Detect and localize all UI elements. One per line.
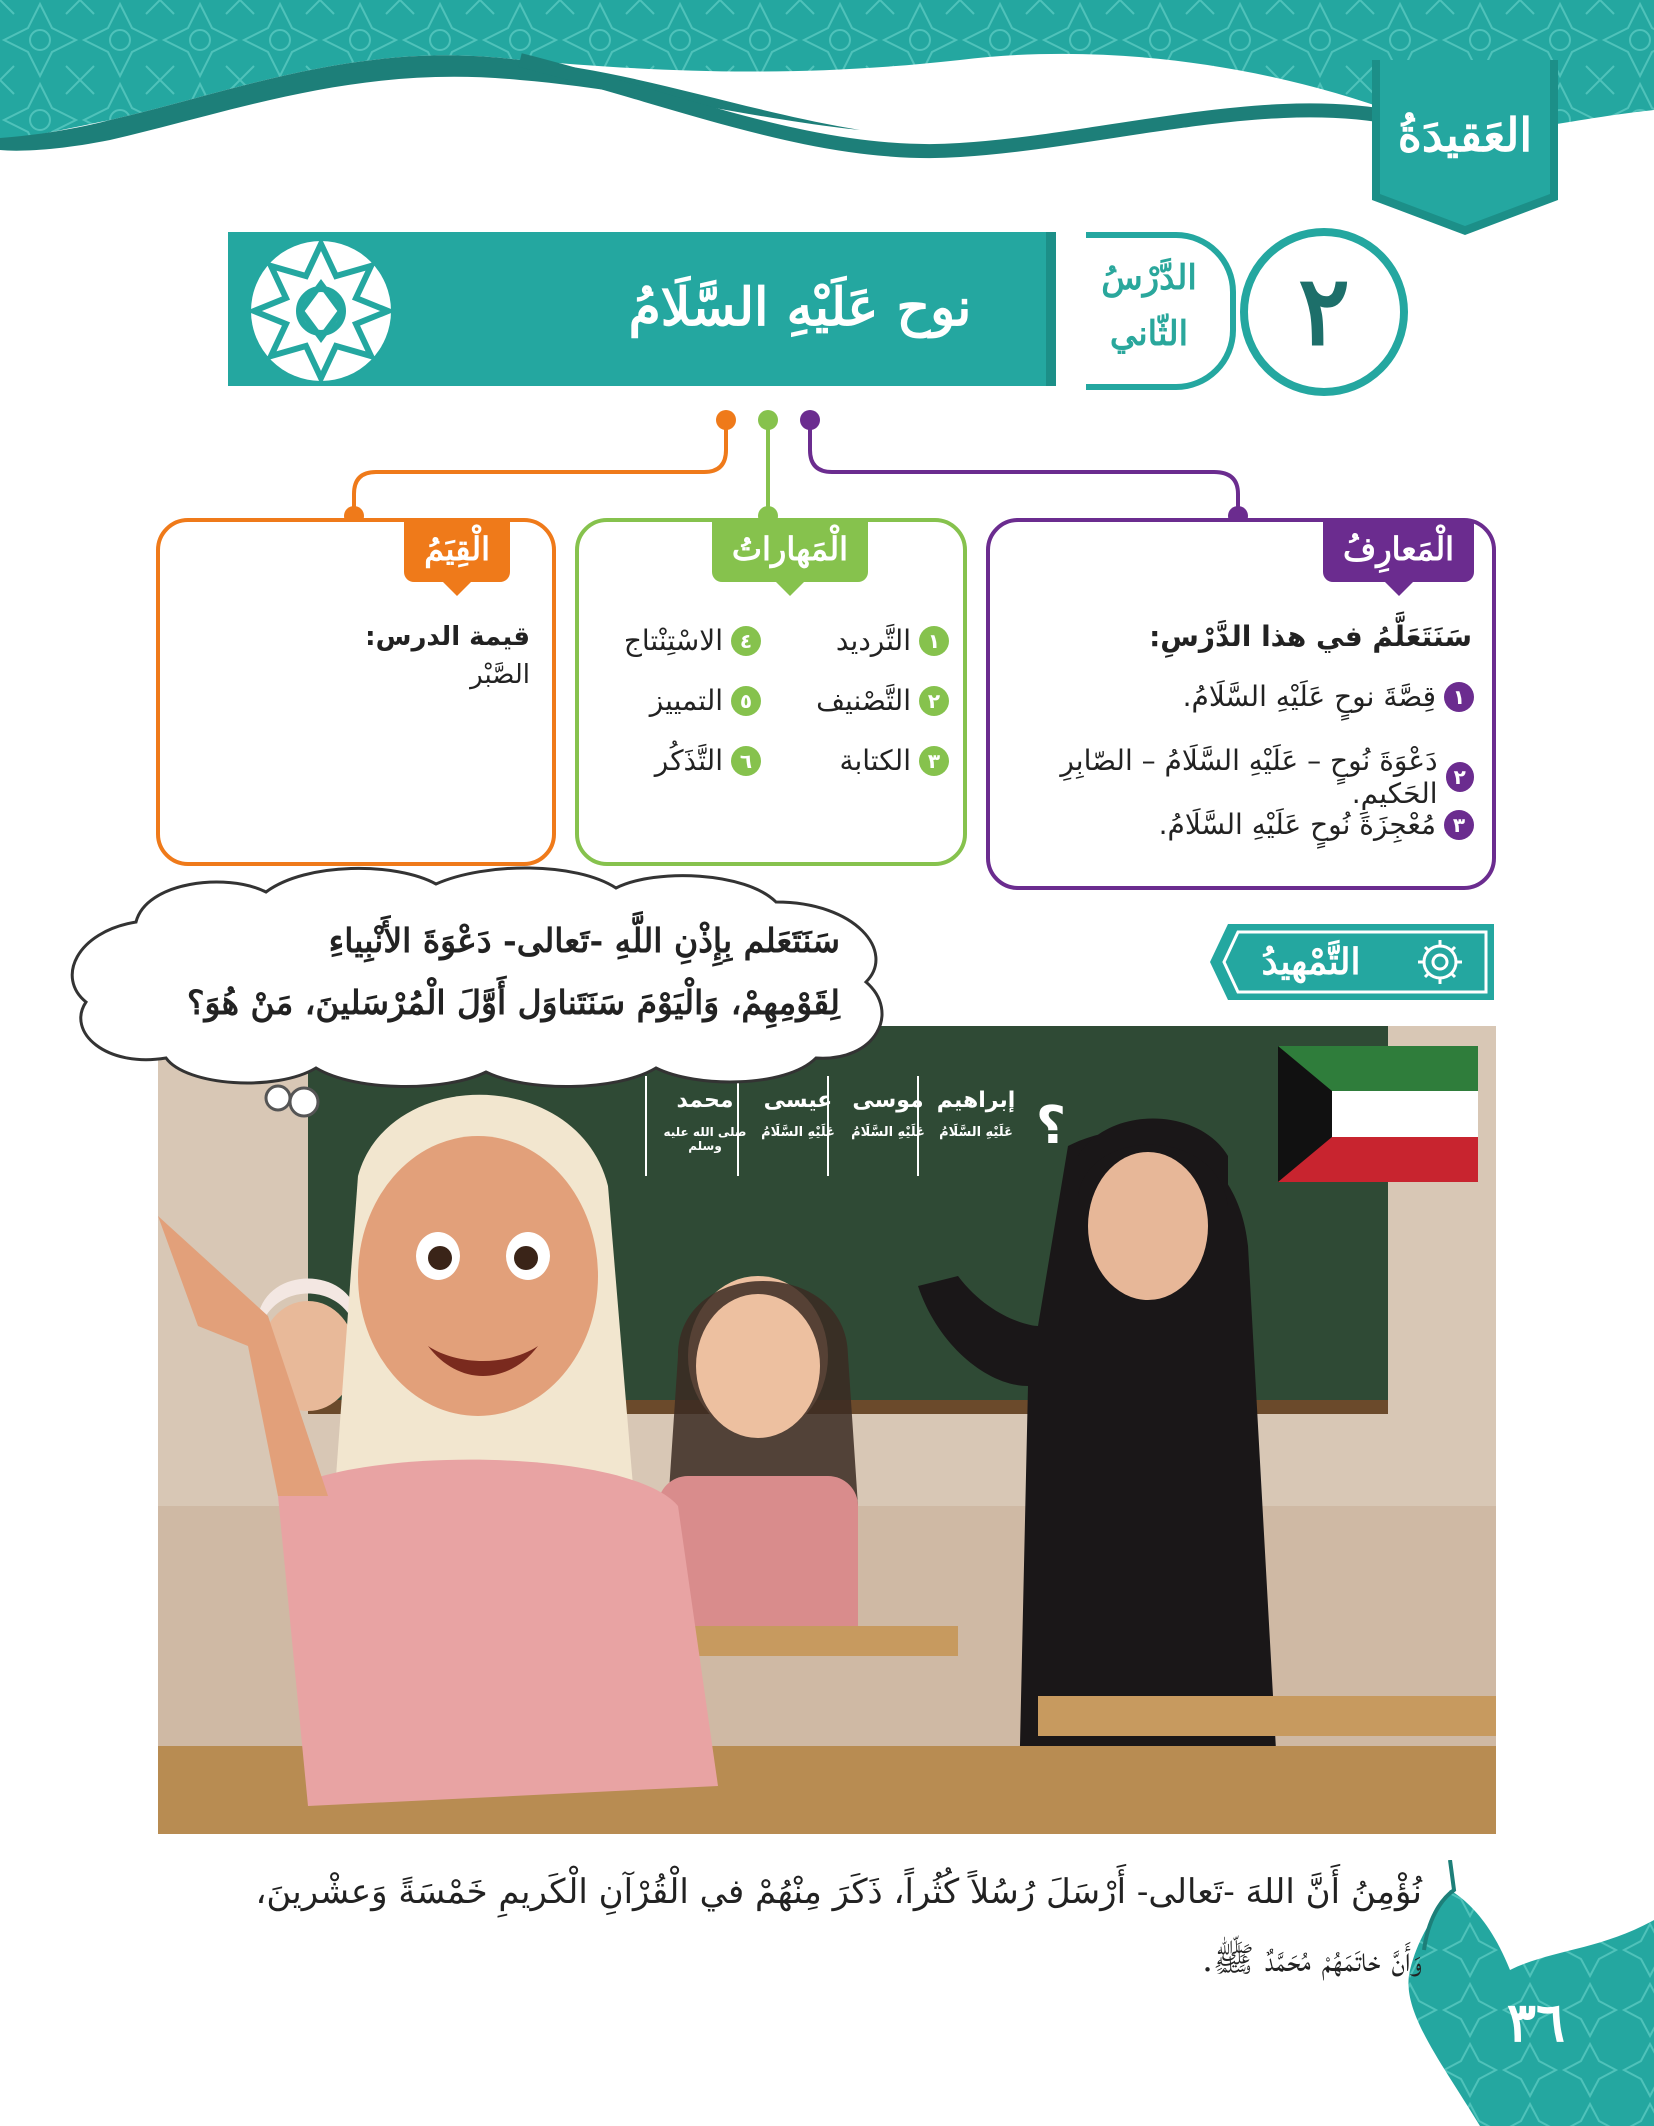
number-badge: ٥ — [731, 686, 761, 716]
knowledge-item-text: مُعْجِزَةَ نُوحٍ عَلَيْهِ السَّلَامُ. — [1158, 808, 1436, 841]
speech-line: لِقَوْمِهِمْ، وَالْيَوْمَ سَنَتَناوَل أَوَّلَ الْمُرْسَلينَ، مَنْ هُوَ؟ — [187, 983, 840, 1022]
board-name — [846, 1088, 930, 1140]
knowledge-item — [1159, 808, 1474, 841]
board-name — [660, 1088, 750, 1153]
skill-text: الاسْتِنْتاج — [623, 624, 723, 657]
skill-text: التَّرديد — [835, 624, 911, 657]
values-title: الْقِيَمُ — [404, 520, 510, 582]
skills-box — [575, 518, 967, 866]
number-badge: ٦ — [731, 746, 761, 776]
skill-text: التَّصْنيف — [816, 684, 911, 717]
values-box — [156, 518, 556, 866]
board-name-text: محمد — [676, 1088, 734, 1113]
lesson-label-line2: الثّاني — [1109, 314, 1189, 354]
knowledge-item-text: دَعْوَةَ نُوحٍ – عَلَيْهِ السَّلَامُ – الصّابِرِ الحَكيمِ. — [1060, 744, 1438, 810]
lesson-label — [1086, 232, 1236, 390]
body-line: وَأَنَّ خاتَمَهُمْ مُحَمَّدٌ ﷺ. — [1202, 1940, 1422, 1980]
number-badge: ٤ — [731, 626, 761, 656]
number-badge: ٣ — [919, 746, 949, 776]
board-honorific: عَلَيْهِ السَّلَامُ — [851, 1125, 925, 1140]
skill-text: التمييز — [649, 684, 723, 717]
number-badge: ٢ — [1446, 762, 1474, 792]
question-mark: ؟ — [1035, 1096, 1066, 1156]
knowledge-item-text: قِصَّةَ نوحٍ عَلَيْهِ السَّلَامُ. — [1182, 680, 1436, 713]
board-name-text: عيسى — [763, 1088, 833, 1113]
skill-item — [816, 684, 949, 717]
knowledge-item — [1183, 680, 1474, 713]
board-honorific: عَلَيْهِ السَّلَامُ — [939, 1125, 1013, 1140]
number-badge: ٢ — [919, 686, 949, 716]
skill-item — [650, 684, 761, 717]
subject-title: العَقيدَةُ — [1397, 108, 1533, 162]
skills-title: الْمَهاراتُ — [712, 520, 868, 582]
body-line: نُؤْمِنُ أَنَّ اللهَ -تَعالى- أَرْسَلَ رُسُلاً كُثُراً، ذَكَرَ مِنْهُمْ في الْقُرْآنِ الْكَريمِ خَمْسَةً وَعشْرينَ، — [255, 1872, 1422, 1912]
skill-item — [655, 744, 761, 777]
board-name — [934, 1088, 1018, 1140]
number-badge: ١ — [1444, 682, 1474, 712]
knowledge-intro: سَنَتَعَلَّمُ في هذا الدَّرْسِ: — [1149, 620, 1472, 653]
knowledge-item — [990, 744, 1474, 810]
board-name — [756, 1088, 840, 1140]
board-honorific: عَلَيْهِ السَّلَامُ — [761, 1125, 835, 1140]
page-number: ٣٦ — [1506, 1990, 1565, 2054]
flag — [1278, 1046, 1478, 1182]
lesson-label-line1: الدَّرْسُ — [1101, 258, 1197, 298]
values-value: الصَّبْر — [470, 660, 530, 690]
speech-line: سَنَتَعَلم بِإِذْنِ اللَّهِ -تَعالى- دَعْوَةَ الأَنْبِياءِ — [328, 921, 840, 960]
rosette-ornament — [246, 236, 396, 386]
lesson-number: ٢ — [1240, 228, 1408, 396]
body-text — [150, 1858, 1422, 1994]
intro-section-title: التَّمْهيدُ — [1261, 941, 1361, 983]
number-badge: ١ — [919, 626, 949, 656]
speech-text — [100, 910, 840, 1034]
skill-text: التَّذَكُر — [654, 744, 723, 777]
board-name-text: موسى — [852, 1088, 924, 1113]
subject-tab — [1372, 60, 1558, 235]
skill-item — [836, 624, 949, 657]
number-badge: ٣ — [1444, 810, 1474, 840]
skill-item — [839, 744, 949, 777]
board-name-text: إبراهيم — [936, 1088, 1016, 1113]
skill-item — [624, 624, 761, 657]
knowledge-title: الْمَعارِفُ — [1323, 520, 1474, 582]
skill-text: الكتابة — [839, 744, 911, 777]
lesson-title: نوح عَلَيْهِ السَّلَامُ — [628, 277, 972, 338]
board-honorific: صلى الله عليه وسلم — [663, 1125, 747, 1153]
values-label: قيمة الدرس: — [365, 622, 530, 652]
board-prophet-names — [630, 1084, 1070, 1184]
knowledge-box — [986, 518, 1496, 890]
